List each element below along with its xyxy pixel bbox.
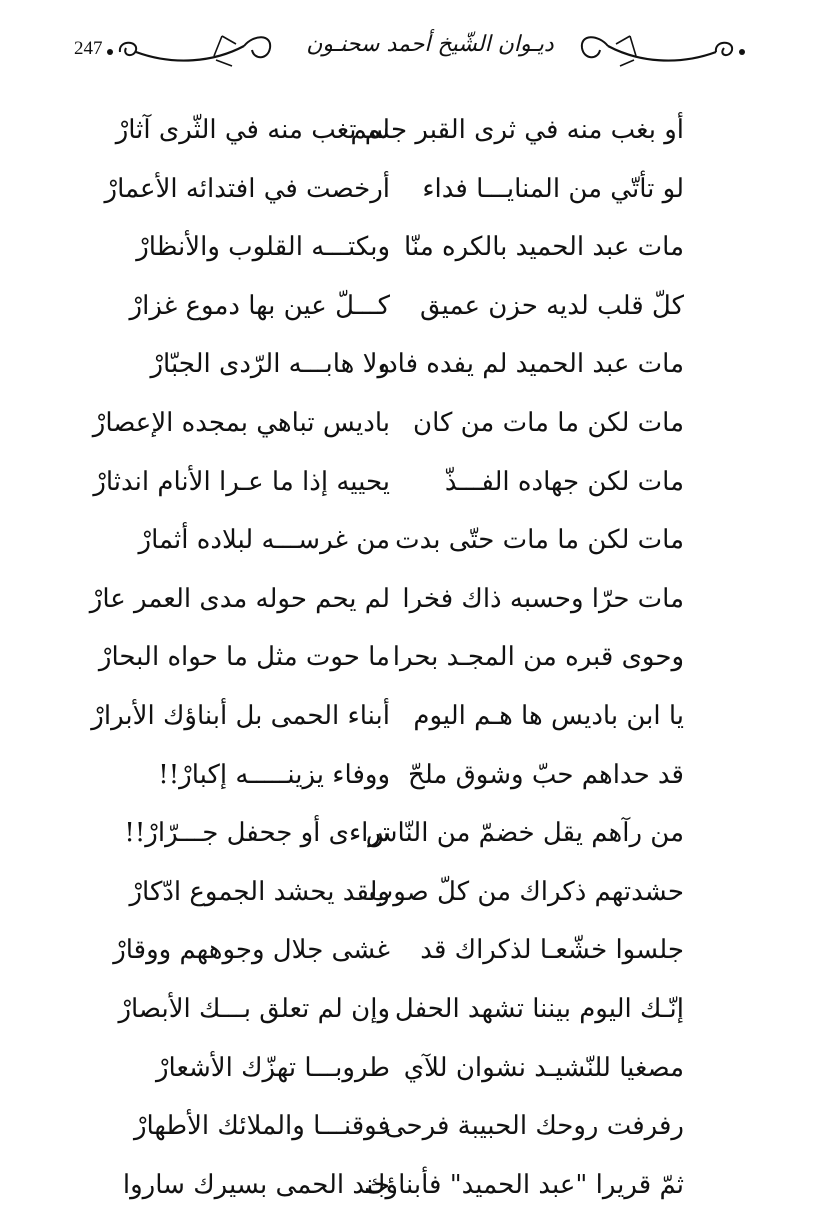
- verse-second-hemistich: جند الحمى بسيرك ساروا: [122, 1169, 390, 1200]
- verse-first-hemistich: مات عبد الحميد بالكره منّا: [404, 232, 684, 263]
- verse-line: [0, 1155, 822, 1213]
- verse-first-hemistich: من رآهم يقل خضمّ من النّاس: [365, 818, 684, 849]
- verse-first-hemistich: وحوى قبره من المجـد بحرا: [392, 642, 684, 673]
- verse-first-hemistich: رفرفت روحك الحبيبة فرحى: [384, 1111, 684, 1142]
- verse-second-hemistich: من غرســـه لبلاده أثمارْ: [138, 525, 390, 556]
- verse-line: [0, 979, 822, 1038]
- verse-second-hemistich: طروبـــا تهزّك الأشعارْ: [156, 1052, 390, 1083]
- verse-first-hemistich: مات لكن جهاده الفـــذّ: [444, 466, 684, 497]
- verse-line: [0, 803, 822, 862]
- verse-line: [0, 920, 822, 979]
- verse-first-hemistich: مات لكن ما مات من كان: [412, 407, 684, 438]
- verse-second-hemistich: باديس تباهي بمجده الإعصارْ: [92, 407, 390, 438]
- verse-line: [0, 745, 822, 804]
- page-header: [0, 18, 822, 78]
- verse-second-hemistich: ولقد يحشد الجموع ادّكارْ: [129, 876, 390, 907]
- verse-second-hemistich: أرخصت في افتدائه الأعمارْ: [104, 173, 390, 204]
- verse-second-hemistich: غشى جلال وجوههم ووقارْ: [113, 935, 390, 966]
- verse-first-hemistich: مات عبد الحميد لم يفده فاد،: [377, 349, 684, 380]
- verse-second-hemistich: فوقنـــا والملائك الأطهارْ: [133, 1111, 390, 1142]
- verse-second-hemistich: وبكتـــه القلوب والأنظارْ: [136, 232, 390, 263]
- verse-line: [0, 159, 822, 218]
- verse-first-hemistich: أو بغب منه في ثرى القبر جسم: [350, 115, 684, 145]
- verse-line: [0, 276, 822, 335]
- verse-line: [0, 393, 822, 452]
- verse-line: [0, 627, 822, 686]
- page-number: 247: [74, 38, 103, 59]
- verse-first-hemistich: لو تأتّي من المنايـــا فداء: [422, 173, 684, 204]
- verse-second-hemistich: أبناء الحمى بل أبناؤك الأبرارْ: [91, 700, 390, 731]
- verse-first-hemistich: جلسوا خشّعـا لذكراك قد: [420, 935, 684, 966]
- verse-line: [0, 452, 822, 511]
- verse-first-hemistich: قد حداهم حبّ وشوق ملحّ: [408, 759, 684, 790]
- verse-second-hemistich: ولا هابـــه الرّدى الجبّارْ: [150, 349, 390, 380]
- verse-line: [0, 862, 822, 921]
- verse-first-hemistich: إنّـك اليوم بيننا تشهد الحفل: [394, 993, 684, 1024]
- verse-first-hemistich: يا ابن باديس ها هـم اليوم: [413, 700, 684, 731]
- verse-line: [0, 100, 822, 159]
- verse-first-hemistich: مات حرّا وحسبه ذاك فخرا: [402, 583, 684, 614]
- verse-line: [0, 217, 822, 276]
- verse-first-hemistich: كلّ قلب لديه حزن عميق: [419, 290, 684, 321]
- verse-line: [0, 569, 822, 628]
- verse-first-hemistich: مصغيا للنّشيـد نشوان للآي: [403, 1052, 684, 1083]
- verse-line: [0, 686, 822, 745]
- verse-second-hemistich: ووفاء يزينـــــه إكبارْ!!: [158, 759, 390, 790]
- poem-body: [0, 100, 822, 1213]
- verse-line: [0, 1096, 822, 1155]
- verse-second-hemistich: لم تغب منه في الثّرى آثارْ: [115, 115, 390, 145]
- running-title: ديـوان الشّيخ أحمد سحنـون: [306, 32, 554, 57]
- verse-line: [0, 510, 822, 569]
- verse-first-hemistich: مات لكن ما مات حتّى بدت: [395, 525, 684, 556]
- right-flourish-ornament-icon: [568, 26, 748, 70]
- verse-first-hemistich: حشدتهم ذكراك من كلّ صوب: [368, 876, 684, 907]
- verse-second-hemistich: وإن لم تعلق بـــك الأبصارْ: [118, 993, 390, 1024]
- verse-second-hemistich: يحييه إذا ما عـرا الأنام اندثارْ: [93, 466, 390, 497]
- verse-second-hemistich: لم يحم حوله مدى العمر عارْ: [89, 583, 390, 614]
- left-flourish-ornament-icon: [104, 26, 284, 70]
- verse-first-hemistich: ثمّ قريرا "عبد الحميد" فأبناؤك: [364, 1169, 684, 1200]
- verse-second-hemistich: ما حوت مثل ما حواه البحارْ: [98, 642, 390, 673]
- verse-second-hemistich: كـــلّ عين بها دموع غزارْ: [129, 290, 390, 321]
- verse-second-hemistich: تراءى أو جحفل جـــرّارْ!!: [124, 818, 390, 849]
- verse-line: [0, 1038, 822, 1097]
- verse-line: [0, 334, 822, 393]
